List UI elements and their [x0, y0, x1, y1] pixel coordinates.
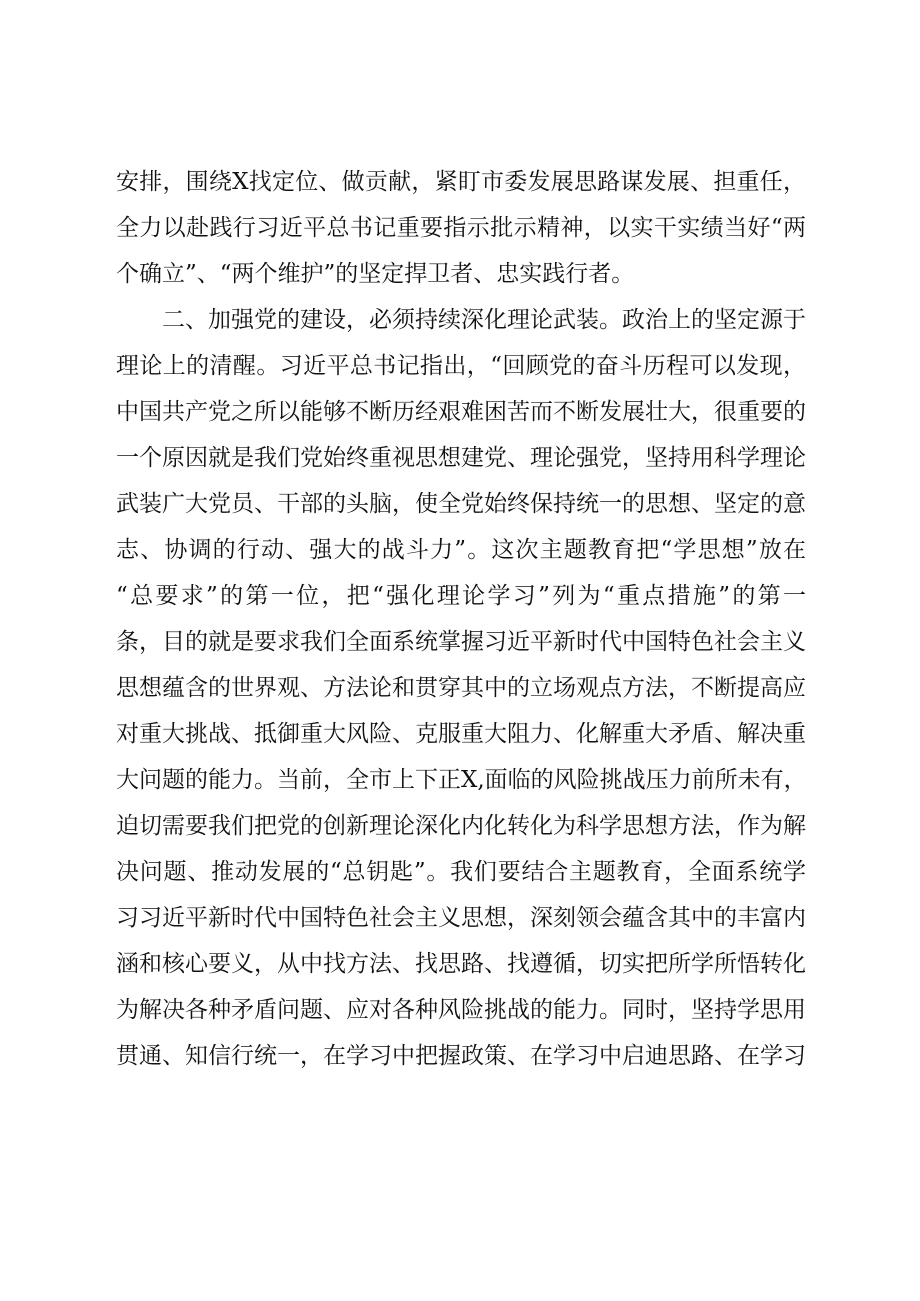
- text-line: “总要求”的第一位，把“强化理论学习”列为“重点措施”的第一: [116, 583, 806, 609]
- text-line: 涵和核心要义，从中找方法、找思路、找遵循，切实把所学所悟转化: [116, 951, 806, 977]
- text-line: 对重大挑战、抵御重大风险、克服重大阻力、化解重大矛盾、解决重: [116, 721, 806, 747]
- text-line: 全力以赴践行习近平总书记重要指示批示精神，以实干实绩当好“两: [116, 215, 806, 241]
- body-text: [116, 159, 806, 1079]
- text-line: 为解决各种矛盾问题、应对各种风险挑战的能力。同时，坚持学思用: [116, 997, 806, 1023]
- text-line: 理论上的清醒。习近平总书记指出，“回顾党的奋斗历程可以发现，: [116, 353, 806, 379]
- text-line: 思想蕴含的世界观、方法论和贯穿其中的立场观点方法，不断提高应: [116, 675, 806, 701]
- text-line: 一个原因就是我们党始终重视思想建党、理论强党，坚持用科学理论: [116, 445, 806, 471]
- text-line: 条，目的就是要求我们全面系统掌握习近平新时代中国特色社会主义: [116, 629, 806, 655]
- text-line: 个确立”、“两个维护”的坚定捍卫者、忠实践行者。: [116, 261, 635, 287]
- text-line: 习习近平新时代中国特色社会主义思想，深刻领会蕴含其中的丰富内: [116, 905, 806, 931]
- text-line: 二、加强党的建设，必须持续深化理论武装。政治上的坚定源于: [116, 307, 806, 333]
- text-line: 大问题的能力。当前，全市上下正X,面临的风险挑战压力前所未有，: [116, 767, 807, 793]
- text-line: 武装广大党员、干部的头脑，使全党始终保持统一的思想、坚定的意: [116, 491, 806, 517]
- text-line: 迫切需要我们把党的创新理论深化内化转化为科学思想方法，作为解: [116, 813, 806, 839]
- text-line: 决问题、推动发展的“总钥匙”。我们要结合主题教育，全面系统学: [116, 859, 806, 885]
- text-line: 贯通、知信行统一，在学习中把握政策、在学习中启迪思路、在学习: [116, 1043, 806, 1069]
- text-line: 志、协调的行动、强大的战斗力”。这次主题教育把“学思想”放在: [116, 537, 806, 563]
- text-line: 安排，围绕X找定位、做贡献，紧盯市委发展思路谋发展、担重任，: [116, 169, 806, 195]
- text-line: 中国共产党之所以能够不断历经艰难困苦而不断发展壮大，很重要的: [116, 399, 806, 425]
